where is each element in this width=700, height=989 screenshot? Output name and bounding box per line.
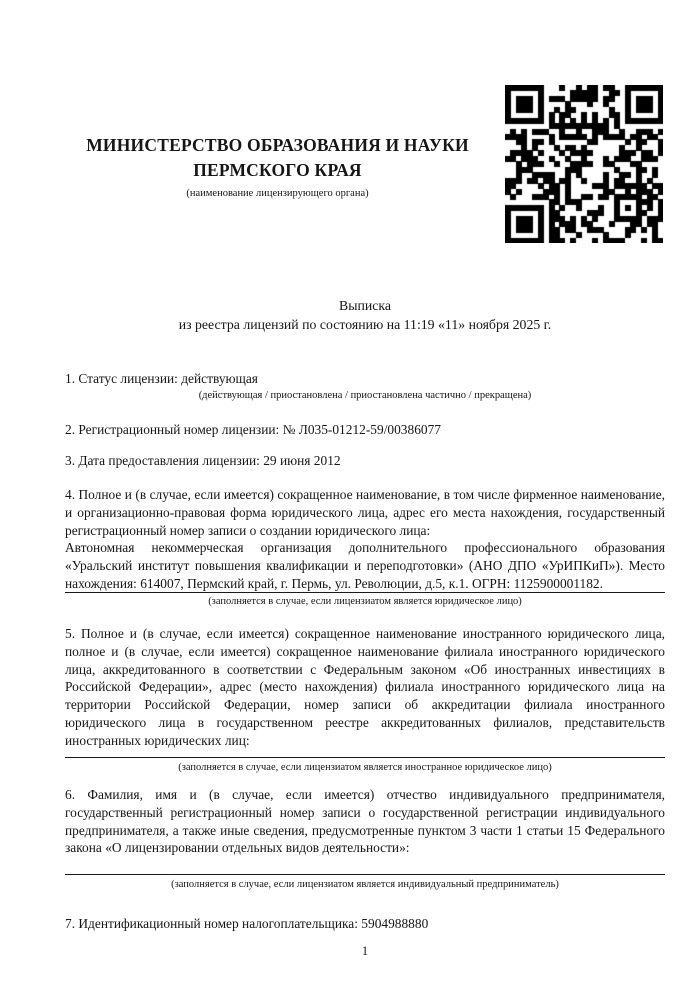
licensing-authority-name-line2: ПЕРМСКОГО КРАЯ [193,160,362,180]
item-taxpayer-number: 7. Идентификационный номер налогоплательщика: 5904988880 [65,916,429,932]
licensing-authority-caption: (наименование лицензирующего органа) [186,188,369,199]
item-individual-entrepreneur-label: 6. Фамилия, имя и (в случае, если имеется) отчество индивидуального предпринимателя, государственный регистрационный номер записи о государственной регистрации индивидуального предпринимателя, а также иные сведения, предусмотренные пунктом 3 части 1 статьи 15 Федерального закона «О лицензировании отдельных видов деятельности»: [65,787,665,856]
item-legal-entity-value: Автономная некоммерческая организация дополнительного профессионального образования «Уральский институт повышения квалификации и переподготовки» (АНО ДПО «УрИПКиП»). Место нахождения: 614007, Пермский край, г. Пермь, ул. Революции, д.5, к.1. ОГРН: 1125900001182. [65,539,665,593]
item-license-status: 1. Статус лицензии: действующая [65,371,258,386]
page-number: 1 [361,943,369,958]
item-individual-entrepreneur [65,786,665,891]
item-legal-entity [65,486,665,608]
qr-code-image [505,85,663,243]
item-foreign-entity [65,625,665,774]
document-title [65,296,665,334]
item-license-status-caption: (действующая / приостановлена / приостановлена частично / прекращена) [198,389,532,401]
document-body [65,296,665,959]
document-title-line1: Выписка [339,298,391,313]
qr-code [505,85,663,243]
item-foreign-entity-caption: (заполняется в случае, если лицензиатом является иностранное юридическое лицо) [178,762,552,774]
item-legal-entity-caption: (заполняется в случае, если лицензиатом является юридическое лицо) [208,596,522,608]
item-license-grant-date: 3. Дата предоставления лицензии: 29 июня 2012 [65,453,341,469]
item-legal-entity-label: 4. Полное и (в случае, если имеется) сокращенное наименование, в том числе фирменное наименование, и организационно-правовая форма юридического лица, адрес его места нахождения, государственный регистрационный номер записи о создании юридического лица: [65,487,665,538]
item-registration-number: 2. Регистрационный номер лицензии: № Л035-01212-59/00386077 [65,421,441,437]
document-header [65,133,490,200]
item-individual-entrepreneur-value [65,857,665,875]
item-individual-entrepreneur-caption: (заполняется в случае, если лицензиатом является индивидуальный предприниматель) [171,879,559,891]
document-title-line2: из реестра лицензий по состоянию на 11:19 «11» ноября 2025 г. [178,317,552,332]
licensing-authority-name-line1: МИНИСТЕРСТВО ОБРАЗОВАНИЯ И НАУКИ [86,135,469,155]
item-foreign-entity-label: 5. Полное и (в случае, если имеется) сокращенное наименование иностранного юридического лица, полное и (в случае, если имеется) сокращенное наименование филиала иностранного юридического лица, аккредитованного в соответствии с Федеральным законом «Об иностранных инвестициях в Российской Федерации», адрес (место нахождения) филиала иностранного юридического лица на территории Российской Федерации, номер записи об аккредитации филиала иностранного юридического лица в государственном реестре аккредитованных филиалов, представительств иностранных юридических лиц: [65,626,665,748]
item-foreign-entity-value [65,749,665,758]
